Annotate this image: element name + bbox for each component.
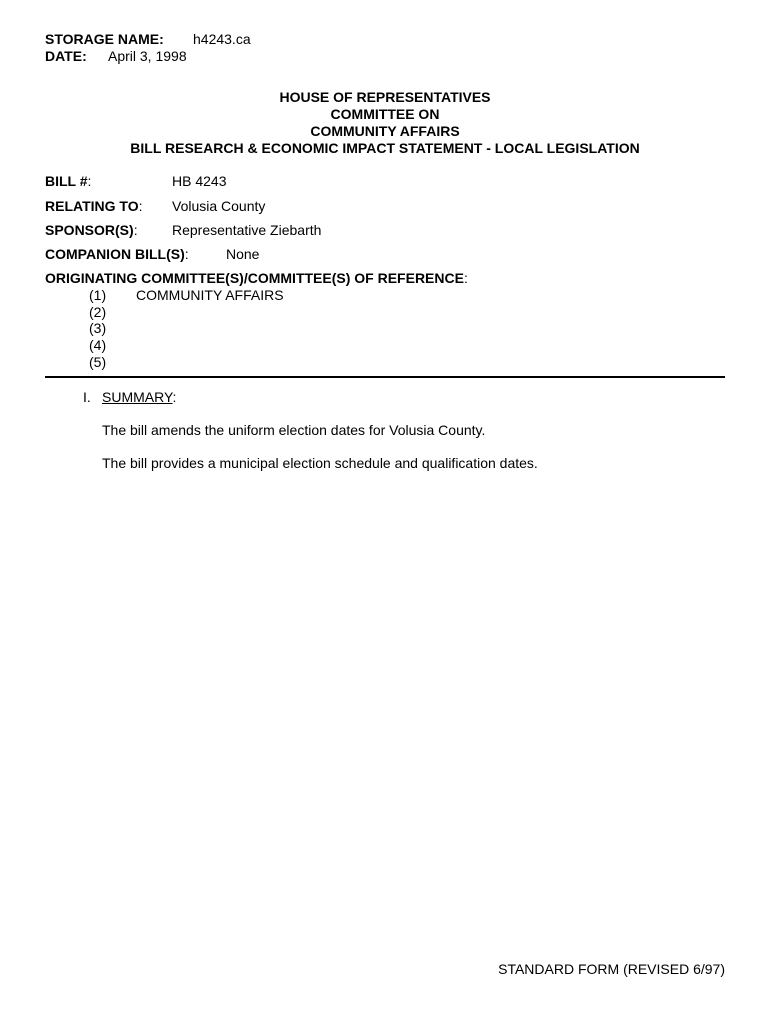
committee-name: COMMUNITY AFFAIRS (136, 287, 284, 303)
committee-number: (4) (89, 337, 107, 353)
relating-to-row: RELATING TO: (45, 198, 143, 214)
sponsor-value: Representative Ziebarth (172, 222, 322, 238)
committee-number: (5) (89, 354, 107, 370)
bill-number-row: BILL #: (45, 173, 92, 189)
companion-bill-row: COMPANION BILL(S): (45, 246, 189, 262)
title-statement: BILL RESEARCH & ECONOMIC IMPACT STATEMENT - LOCAL LEGISLATION (130, 140, 640, 156)
committees-heading: ORIGINATING COMMITTEE(S)/COMMITTEE(S) OF REFERENCE (45, 270, 464, 286)
sponsor-label: SPONSOR(S) (45, 222, 134, 238)
committees-heading-row: ORIGINATING COMMITTEE(S)/COMMITTEE(S) OF REFERENCE: (45, 270, 468, 286)
summary-heading: SUMMARY (102, 389, 173, 405)
committee-number: (3) (89, 320, 107, 336)
companion-bill-value: None (226, 246, 260, 262)
storage-name-value: h4243.ca (193, 31, 251, 47)
summary-paragraph-2: The bill provides a municipal election schedule and qualification dates. (102, 455, 538, 471)
sponsor-row: SPONSOR(S): (45, 222, 138, 238)
form-revision-label: STANDARD FORM (REVISED 6/97) (498, 961, 725, 977)
companion-bill-label: COMPANION BILL(S) (45, 246, 185, 262)
section-divider (45, 376, 725, 378)
title-committee-on: COMMITTEE ON (330, 106, 440, 122)
title-community-affairs: COMMUNITY AFFAIRS (310, 123, 460, 139)
summary-numeral: I. (83, 389, 91, 405)
relating-to-label: RELATING TO (45, 198, 139, 214)
summary-heading-row: SUMMARY: (102, 389, 177, 405)
committee-number: (2) (89, 304, 107, 320)
date-value: April 3, 1998 (108, 48, 187, 64)
date-label: DATE: (45, 48, 87, 64)
bill-number-label: BILL # (45, 173, 88, 189)
storage-name-label: STORAGE NAME: (45, 31, 164, 47)
title-house: HOUSE OF REPRESENTATIVES (279, 89, 491, 105)
committee-number: (1) (89, 287, 107, 303)
summary-paragraph-1: The bill amends the uniform election dates for Volusia County. (102, 422, 486, 438)
bill-number-value: HB 4243 (172, 173, 227, 189)
relating-to-value: Volusia County (172, 198, 266, 214)
